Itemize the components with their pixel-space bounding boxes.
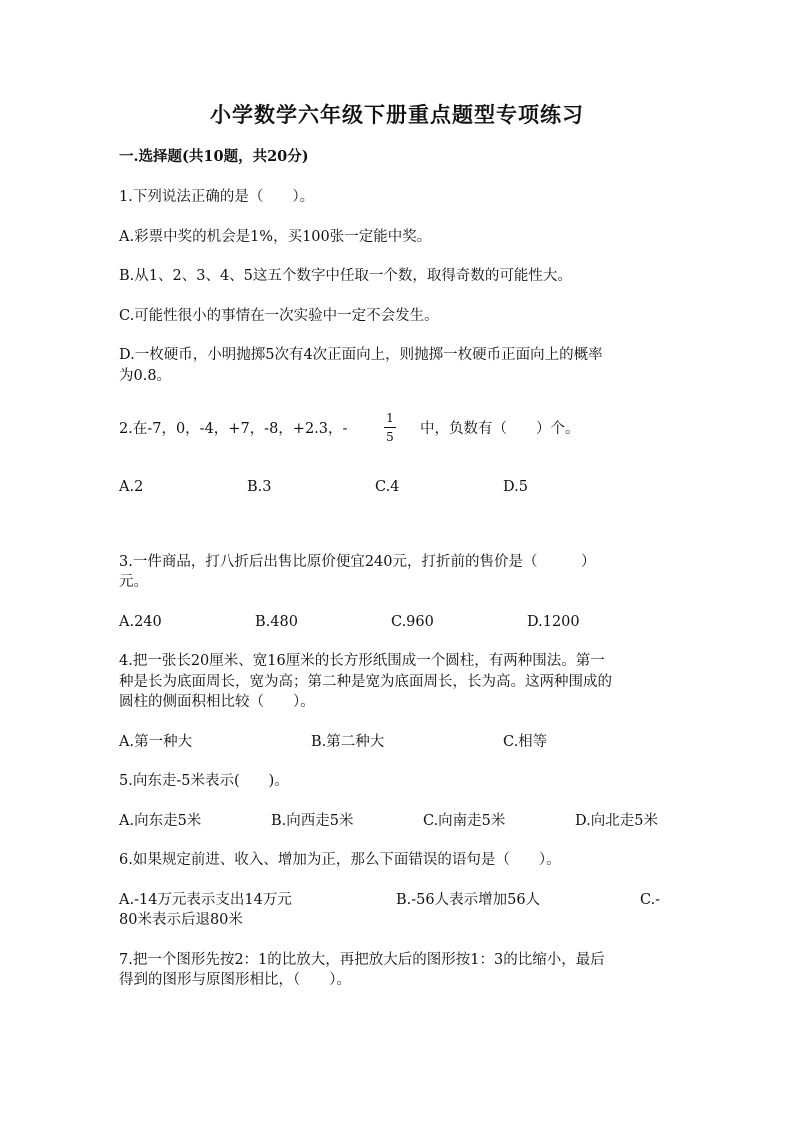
- question-1-option-b: B.从1、2、3、4、5这五个数字中任取一个数，取得奇数的可能性大。: [119, 268, 572, 284]
- question-2-option-a: A.2: [119, 479, 144, 495]
- question-3-stem-cont: 元。: [119, 574, 148, 590]
- question-4-stem-cont-1: 种是长为底面周长，宽为高；第二种是宽为底面周长，长为高。这两种围成的: [119, 674, 612, 690]
- question-3-option-a: A.240: [119, 614, 162, 630]
- question-4-stem: 4.把一张长20厘米、宽16厘米的长方形纸围成一个圆柱，有两种围法。第一: [119, 653, 605, 669]
- question-3-option-d: D.1200: [527, 614, 580, 630]
- question-1-option-c: C.可能性很小的事情在一次实验中一定不会发生。: [119, 308, 439, 324]
- question-2-option-b: B.3: [247, 479, 272, 495]
- question-1-option-d: D.一枚硬币，小明抛掷5次有4次正面向上，则抛掷一枚硬币正面向上的概率: [119, 347, 603, 363]
- question-2-stem-start: 2.在-7，0，-4，+7，-8，+2.3，-: [119, 421, 348, 437]
- question-6-option-a: A.-14万元表示支出14万元: [119, 892, 292, 908]
- question-7-stem: 7.把一个图形先按2：1的比放大，再把放大后的图形按1：3的比缩小，最后: [119, 952, 605, 968]
- question-4-option-c: C.相等: [503, 734, 548, 750]
- question-5-option-a: A.向东走5米: [119, 813, 202, 829]
- fraction-denominator: 5: [386, 430, 394, 444]
- question-5-option-c: C.向南走5米: [423, 813, 506, 829]
- question-2-option-d: D.5: [503, 479, 528, 495]
- question-6-stem: 6.如果规定前进、收入、增加为正，那么下面错误的语句是（ ）。: [119, 852, 561, 868]
- section-heading: 一.选择题(共10题，共20分): [119, 148, 309, 165]
- question-4-option-a: A.第一种大: [119, 734, 193, 750]
- question-2-stem-end: 中，负数有（ ）个。: [420, 421, 580, 437]
- question-5-option-b: B.向西走5米: [271, 813, 354, 829]
- question-4-option-b: B.第二种大: [311, 734, 385, 750]
- question-4-stem-cont-2: 圆柱的侧面积相比较（ ）。: [119, 694, 315, 710]
- page-title: 小学数学六年级下册重点题型专项练习: [210, 102, 584, 127]
- question-6-option-c-cont: 80米表示后退80米: [119, 912, 243, 928]
- question-6-option-c: C.-: [640, 892, 661, 908]
- question-1-option-d-cont: 为0.8。: [119, 368, 172, 384]
- question-3-option-b: B.480: [255, 614, 298, 630]
- question-1-option-a: A.彩票中奖的机会是1%，买100张一定能中奖。: [119, 229, 432, 245]
- question-2-option-c: C.4: [375, 479, 400, 495]
- fraction-numerator: 1: [386, 411, 394, 425]
- question-3-stem: 3.一件商品，打八折后出售比原价便宜240元，打折前的售价是（ ）: [119, 554, 596, 570]
- question-1-stem: 1.下列说法正确的是（ ）。: [119, 189, 315, 205]
- question-5-option-d: D.向北走5米: [575, 813, 658, 829]
- question-6-option-b: B.-56人表示增加56人: [396, 892, 541, 908]
- question-7-stem-cont: 得到的图形与原图形相比，（ ）。: [119, 972, 351, 988]
- question-3-option-c: C.960: [391, 614, 434, 630]
- fraction-bar: [384, 427, 396, 428]
- question-5-stem: 5.向东走-5米表示( )。: [119, 773, 289, 789]
